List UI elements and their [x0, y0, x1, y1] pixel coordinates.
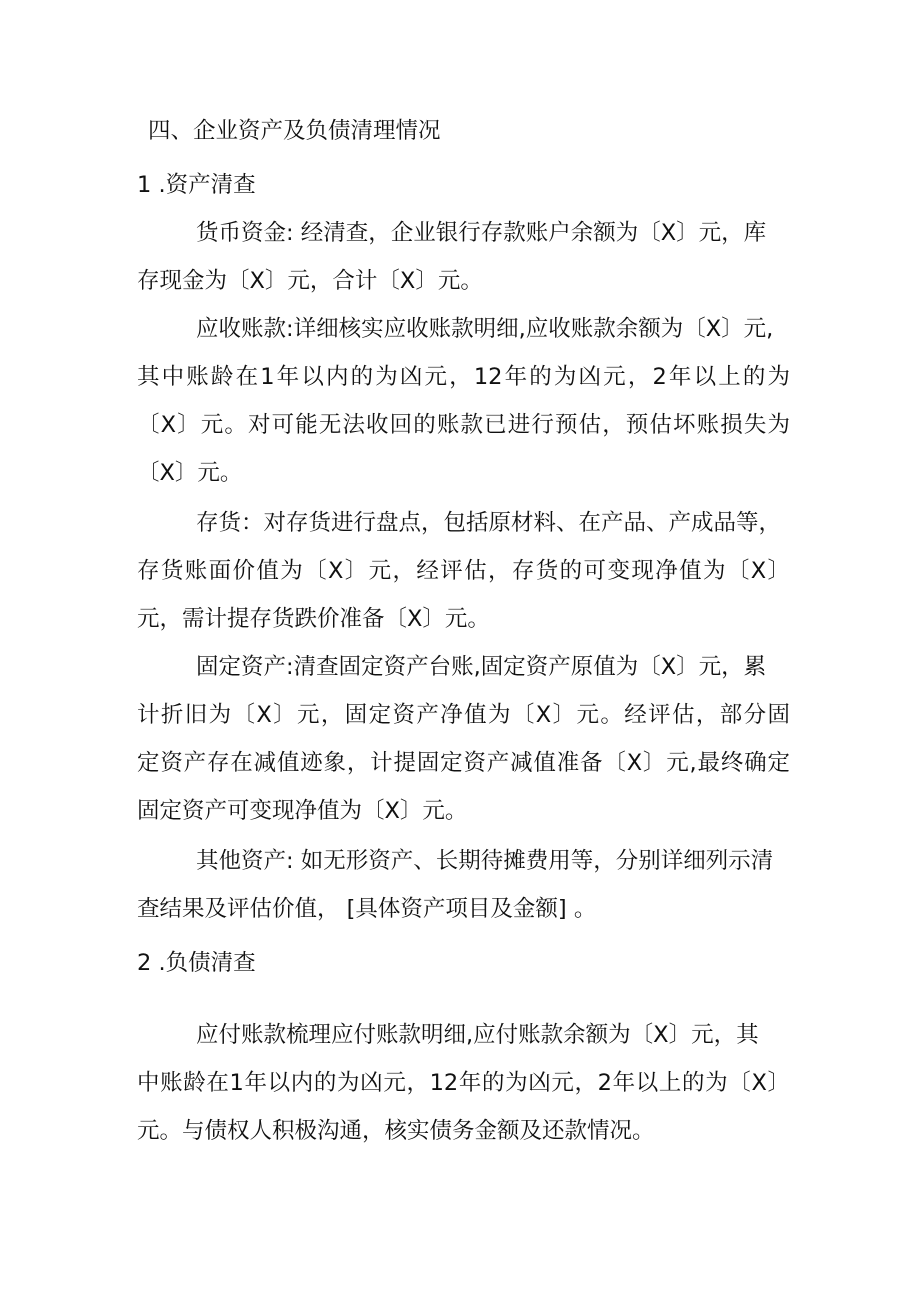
fixed-assets-paragraph-line-2: 计折旧为〔X〕元，固定资产净值为〔X〕元。经评估，部分固 [137, 702, 790, 728]
cash-paragraph-line-2: 存现金为〔X〕元，合计〔X〕元。 [137, 268, 483, 294]
payables-paragraph-line-3: 元。与债权人积极沟通，核实债务金额及还款情况。 [137, 1118, 655, 1144]
payables-paragraph-line-2: 中账龄在1年以内的为凶元，12年的为凶元，2年以上的为〔X〕 [137, 1070, 790, 1096]
section-heading: 四、企业资产及负债清理情况 [148, 118, 441, 144]
fixed-assets-paragraph-line-1: 固定资产:清查固定资产台账,固定资产原值为〔X〕元，累 [196, 654, 767, 680]
other-assets-paragraph-line-2: 查结果及评估价值， [具体资产项目及金额] 。 [137, 896, 597, 922]
subsection-heading-liabilities: 2 .负债清查 [137, 950, 256, 976]
receivables-paragraph-line-3: 〔X〕元。对可能无法收回的账款已进行预估，预估坏账损失为 [137, 412, 790, 438]
cash-paragraph-line-1: 货币资金: 经清查，企业银行存款账户余额为〔X〕元，库 [196, 220, 767, 246]
other-assets-paragraph-line-1: 其他资产: 如无形资产、长期待摊费用等，分别详细列示清 [196, 848, 774, 874]
subsection-heading-assets: 1 .资产清查 [137, 172, 256, 198]
fixed-assets-paragraph-line-4: 固定资产可变现净值为〔X〕元。 [137, 798, 468, 824]
receivables-paragraph-line-1: 应收账款:详细核实应收账款明细,应收账款余额为〔X〕元, [196, 316, 774, 342]
inventory-paragraph-line-2: 存货账面价值为〔X〕元，经评估，存货的可变现净值为〔X〕 [137, 558, 790, 584]
fixed-assets-paragraph-line-3: 定资产存在减值迹象，计提固定资产减值准备〔X〕元,最终确定 [137, 750, 790, 776]
receivables-paragraph-line-2: 其中账龄在1年以内的为凶元，12年的为凶元，2年以上的为 [137, 364, 790, 390]
payables-paragraph-line-1: 应付账款梳理应付账款明细,应付账款余额为〔X〕元，其 [196, 1022, 759, 1048]
receivables-paragraph-line-4: 〔X〕元。 [137, 460, 243, 486]
inventory-paragraph-line-1: 存货：对存货进行盘点，包括原材料、在产品、产成品等， [196, 510, 782, 536]
inventory-paragraph-line-3: 元，需计提存货跌价准备〔X〕元。 [137, 606, 490, 632]
